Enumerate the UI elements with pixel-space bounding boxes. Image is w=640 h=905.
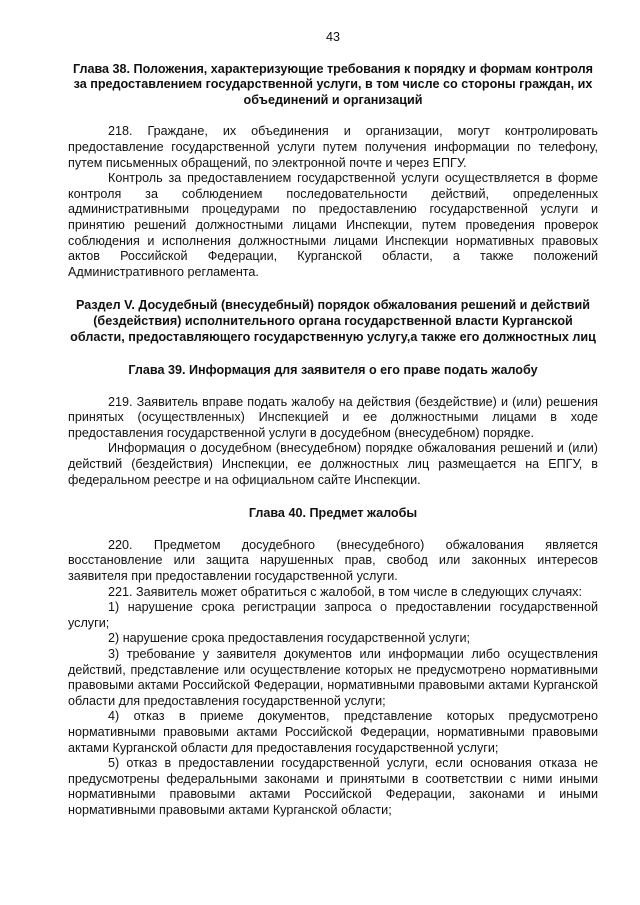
list-item: 1) нарушение срока регистрации запроса о предоставлении государственной услуги; xyxy=(68,600,598,630)
list-item: 5) отказ в предоставлении государственной услуги, если основания отказа не предусмотрены федеральными законами и принятыми в соответствии с ними иными нормативными правовыми актами Российской Федерации, законами и иными нормативными правовыми актами Курганской области; xyxy=(68,756,598,817)
chapter-39-title: Глава 39. Информация для заявителя о его праве подать жалобу xyxy=(128,363,538,378)
paragraph-221: 221. Заявитель может обратиться с жалобой, в том числе в следующих случаях: xyxy=(108,584,582,599)
paragraph-219: 219. Заявитель вправе подать жалобу на действия (бездействие) и (или) решения принятых (осуществленных) Инспекцией и ее должностными лицами в ходе предоставления государственной услуги в досудебном (внесудебном) порядке. xyxy=(68,394,598,440)
paragraph-220: 220. Предметом досудебного (внесудебного) обжалования является восстановление или защита нарушенных прав, свобод или законных интересов заявителя при предоставлении государственной услуги. xyxy=(68,537,598,584)
page-number: 43 xyxy=(325,30,340,44)
chapter-40-title: Глава 40. Предмет жалобы xyxy=(248,506,418,521)
paragraph-218: 218. Граждане, их объединения и организации, могут контролировать предоставление государственной услуги путем получения информации по телефону, путем письменных обращений, по электронной почте и через ЕПГУ. xyxy=(68,124,598,170)
paragraph-218-control: Контроль за предоставлением государственной услуги осуществляется в форме контроля за соблюдением последовательности действий, определенных административными процедурами по предоставлению государственной услуги и принятию решений должностными лицами Инспекции, путем проведения проверок соблюдения и исполнения должностными лицами Инспекции нормативных правовых актов Российской Федерации, Курганской области, а также положений Административного регламента. xyxy=(68,171,598,279)
list-item: 3) требование у заявителя документов или информации либо осуществления действий, представление или осуществление которых не предусмотрено нормативными правовыми актами Российской Федерации, нормативными правовыми актами Курганской области для предоставления государственной услуги; xyxy=(68,647,598,708)
section-5-title: Раздел V. Досудебный (внесудебный) порядок обжалования решений и действий (бездействия) исполнительного органа государственной власти Курганской области, предоставляющего государственную услугу,а также его должностных лиц xyxy=(70,298,596,344)
list-item: 2) нарушение срока предоставления государственной услуги; xyxy=(108,631,471,646)
paragraph-219-info: Информация о досудебном (внесудебном) порядке обжалования решений и (или) действий (бездействия) Инспекции, ее должностных лиц размещается на ЕПГУ, в федеральном реестре и на официальном сайте Инспекции. xyxy=(68,441,598,487)
chapter-38-title: Глава 38. Положения, характеризующие требования к порядку и формам контроля за предоставлением государственной услуги, в том числе со стороны граждан, их объединений и организаций xyxy=(72,61,594,107)
list-item: 4) отказ в приеме документов, представление которых предусмотрено нормативными правовыми актами Российской Федерации, нормативными правовыми актами Курганской области для предоставления государственной услуги; xyxy=(68,709,598,755)
